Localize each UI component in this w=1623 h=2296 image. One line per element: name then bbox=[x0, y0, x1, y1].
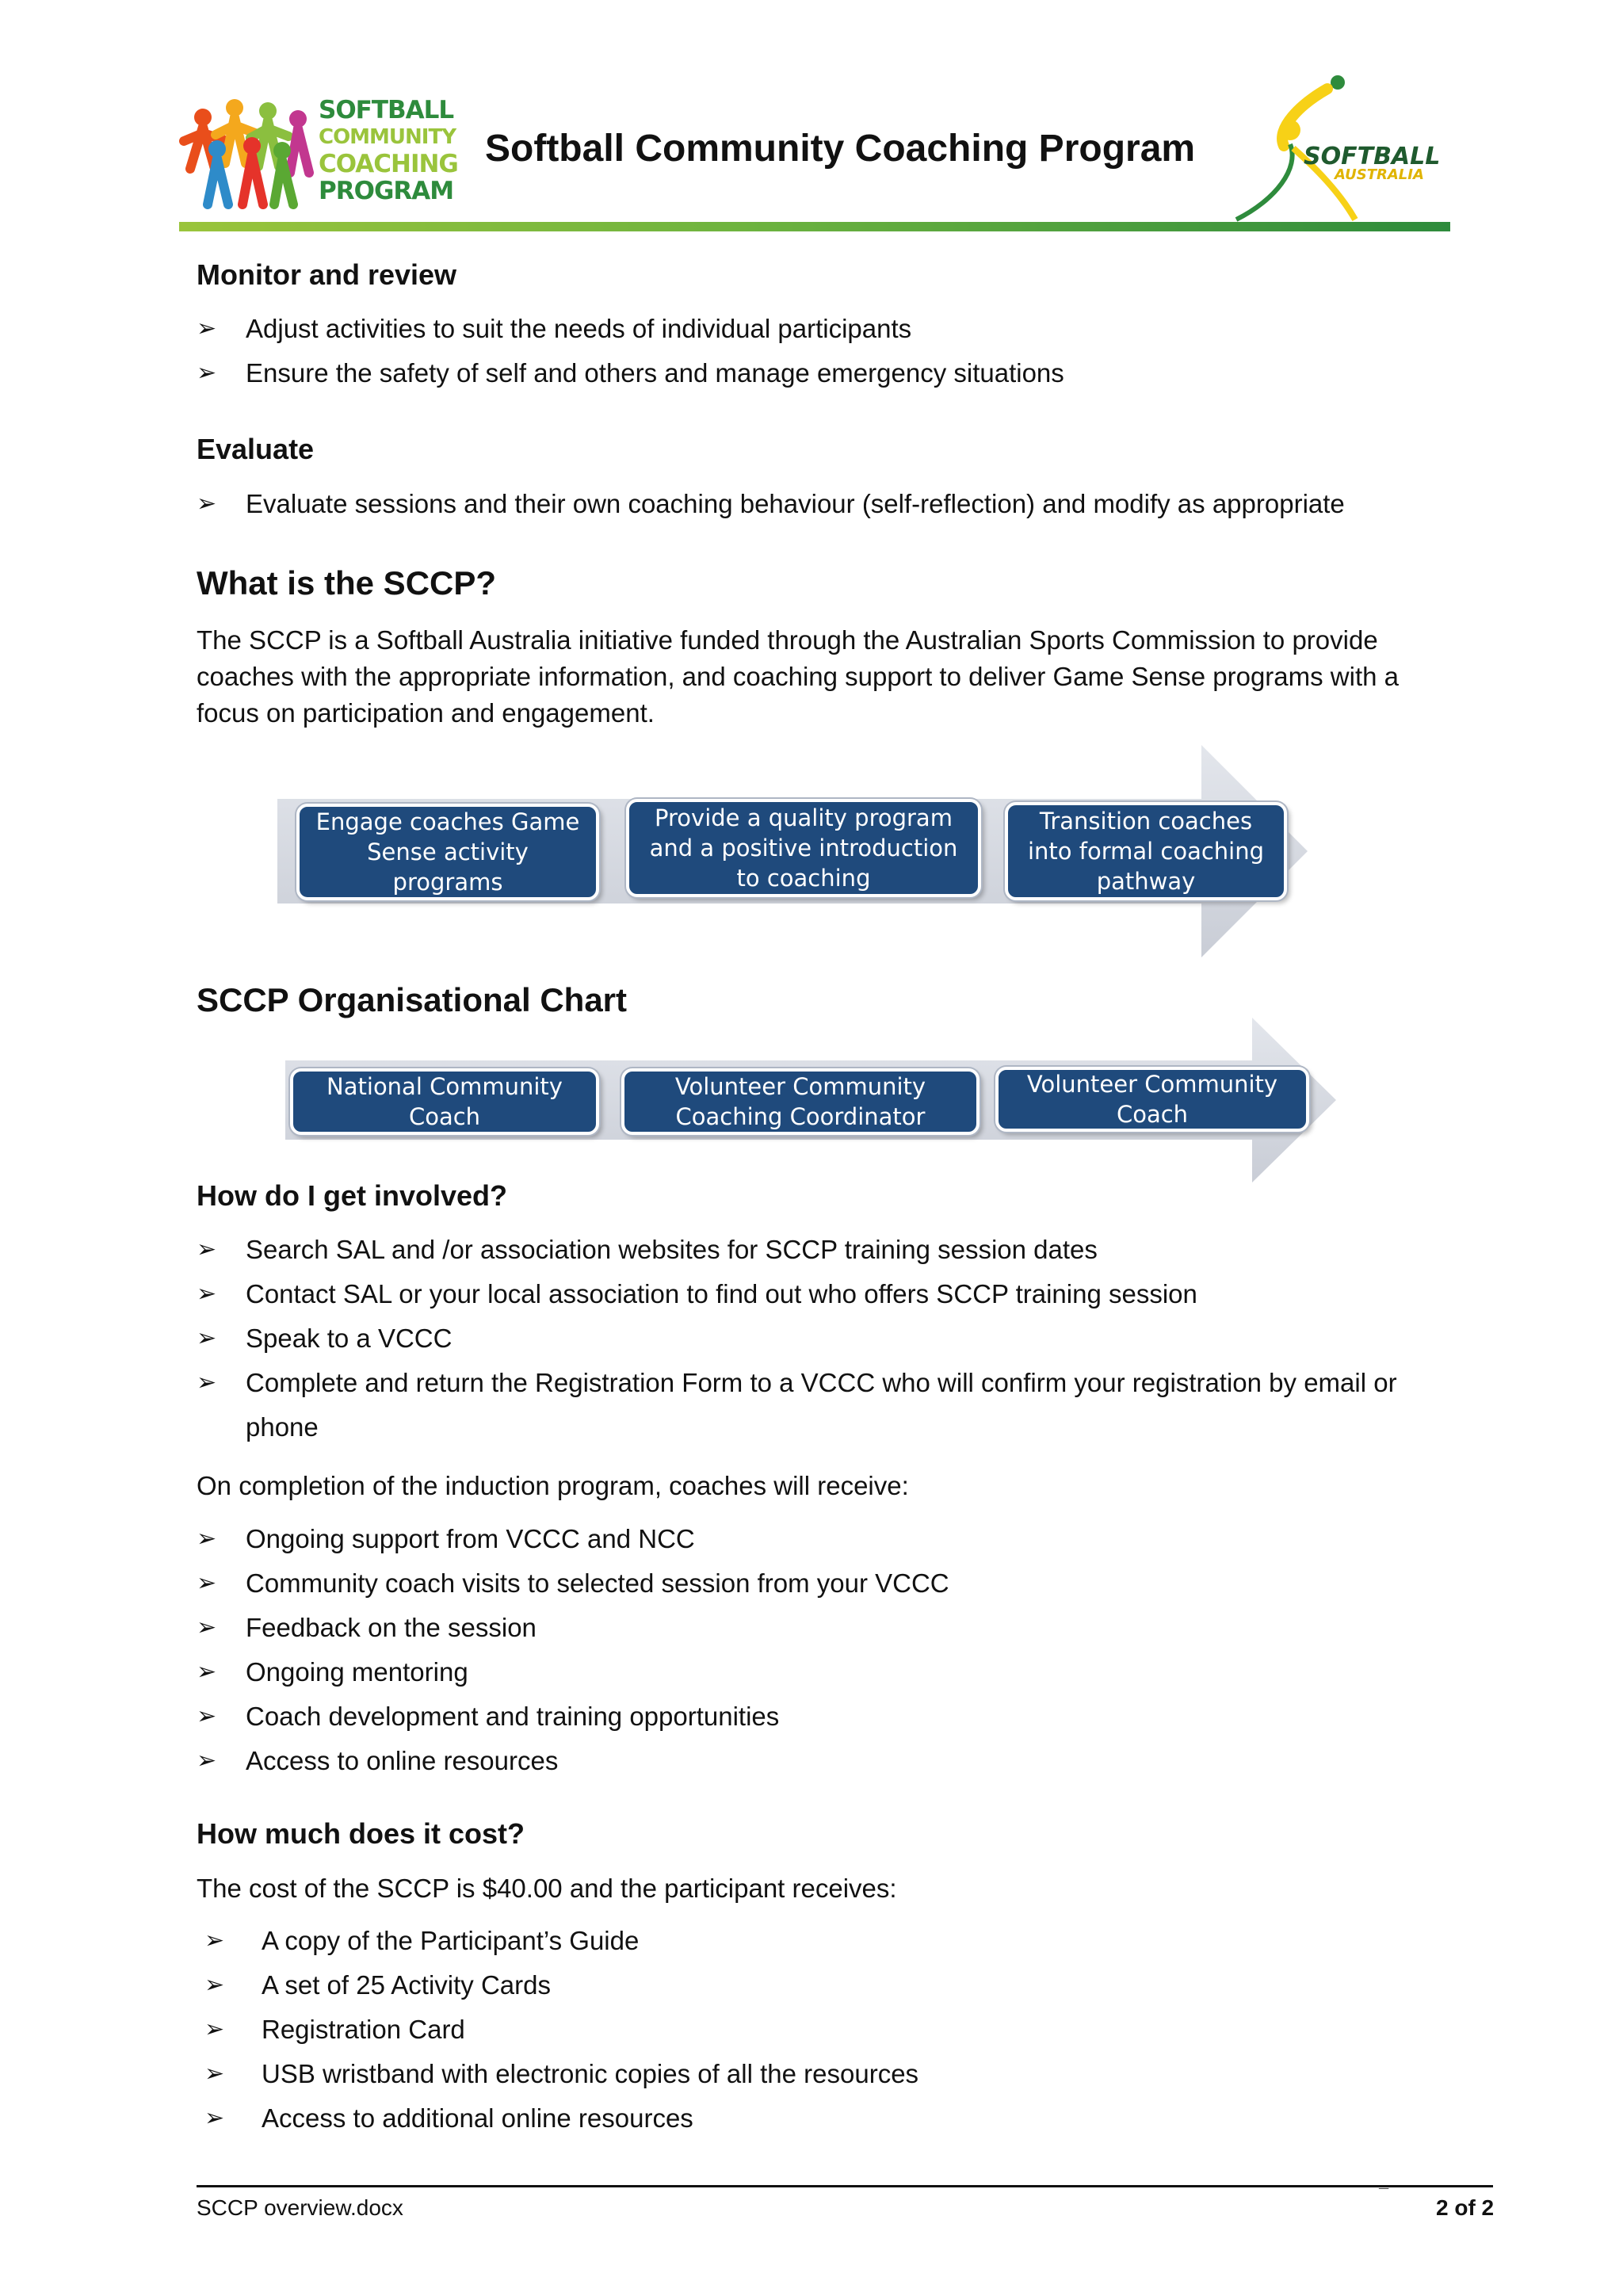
arrow-bullet-icon: ➢ bbox=[197, 360, 217, 386]
evaluate-heading: Evaluate bbox=[197, 433, 315, 465]
list-item: ➢ Ongoing mentoring bbox=[197, 1650, 1465, 1694]
evaluate-list bbox=[197, 482, 1465, 526]
list-item: ➢ A copy of the Participant’s Guide bbox=[204, 1919, 1472, 1963]
softball-australia-logo bbox=[1228, 73, 1442, 223]
monitor-heading: Monitor and review bbox=[197, 258, 457, 291]
flow-step-transition: Transition coaches into formal coaching pathway bbox=[1005, 802, 1287, 900]
arrow-bullet-icon: ➢ bbox=[197, 1370, 217, 1396]
logo-word-australia: AUSTRALIA bbox=[1335, 166, 1424, 183]
list-item: ➢ Ongoing support from VCCC and NCC bbox=[197, 1517, 1465, 1561]
logo-word-softball: SOFTBALL bbox=[319, 96, 454, 124]
what-paragraph: The SCCP is a Softball Australia initiative funded through the Australian Sports Commission to provide coaches with the appropriate information, and coaching support to deliver Game Sense programs with a focus on participation and engagement. bbox=[197, 625, 1400, 728]
arrow-bullet-icon: ➢ bbox=[197, 1659, 217, 1685]
what-heading: What is the SCCP? bbox=[197, 564, 497, 602]
org-role-vccc: Volunteer Community Coaching Coordinator bbox=[621, 1068, 980, 1135]
arrow-bullet-icon: ➢ bbox=[197, 1325, 217, 1351]
cost-intro: The cost of the SCCP is $40.00 and the participant receives: bbox=[197, 1874, 897, 1903]
involved-list bbox=[197, 1228, 1465, 1450]
cost-heading: How much does it cost? bbox=[197, 1817, 525, 1850]
org-role-vcc: Volunteer Community Coach bbox=[995, 1067, 1309, 1132]
list-item: ➢ Contact SAL or your local association to find out who offers SCCP training session bbox=[197, 1272, 1465, 1316]
list-item: ➢ Access to additional online resources bbox=[204, 2096, 1472, 2141]
list-item: ➢ USB wristband with electronic copies of all the resources bbox=[204, 2052, 1472, 2096]
arrow-bullet-icon: ➢ bbox=[197, 1614, 217, 1641]
org-role-ncc: National Community Coach bbox=[290, 1068, 599, 1135]
people-figures-icon bbox=[179, 94, 318, 212]
benefits-list bbox=[197, 1517, 1465, 1783]
arrow-bullet-icon: ➢ bbox=[197, 1748, 217, 1774]
arrow-bullet-icon: ➢ bbox=[197, 1703, 217, 1729]
involved-heading: How do I get involved? bbox=[197, 1179, 508, 1212]
arrow-bullet-icon: ➢ bbox=[197, 491, 217, 517]
list-item: ➢ Community coach visits to selected session from your VCCC bbox=[197, 1561, 1465, 1606]
arrow-bullet-icon: ➢ bbox=[197, 1281, 217, 1307]
list-item: ➢ Registration Card bbox=[204, 2008, 1472, 2052]
cost-items-list bbox=[204, 1919, 1472, 2141]
list-item: ➢ A set of 25 Activity Cards bbox=[204, 1963, 1472, 2008]
list-item: ➢ Feedback on the session bbox=[197, 1606, 1465, 1650]
footer-page-number: 2 of 2 bbox=[1436, 2195, 1495, 2220]
arrow-bullet-icon: ➢ bbox=[204, 2105, 225, 2131]
monitor-list bbox=[197, 307, 1465, 395]
logo-word-coaching: COACHING bbox=[319, 150, 458, 178]
arrow-bullet-icon: ➢ bbox=[204, 1972, 225, 1998]
list-item: ➢ Coach development and training opportunities bbox=[197, 1694, 1465, 1739]
list-item: ➢ Speak to a VCCC bbox=[197, 1316, 1465, 1361]
list-item: ➢ Adjust activities to suit the needs of individual participants bbox=[197, 307, 1465, 351]
logo-word-community: COMMUNITY bbox=[319, 125, 456, 149]
list-item: ➢ Evaluate sessions and their own coaching behaviour (self-reflection) and modify as appropriate bbox=[197, 482, 1465, 526]
list-item: ➢ Complete and return the Registration Form to a VCCC who will confirm your registration by email or phone bbox=[197, 1361, 1465, 1450]
footer-divider bbox=[197, 2185, 1493, 2187]
arrow-bullet-icon: ➢ bbox=[197, 1236, 217, 1263]
logo-word-softball-au: SOFTBALL bbox=[1304, 143, 1441, 170]
logo-word-program: PROGRAM bbox=[319, 177, 454, 205]
arrow-bullet-icon: ➢ bbox=[204, 1927, 225, 1954]
list-item: ➢ Search SAL and /or association websites for SCCP training session dates bbox=[197, 1228, 1465, 1272]
list-item: ➢ Ensure the safety of self and others and manage emergency situations bbox=[197, 351, 1465, 395]
header-divider bbox=[179, 222, 1450, 231]
footer-mark: ¯ bbox=[1379, 2186, 1389, 2206]
arrow-bullet-icon: ➢ bbox=[204, 2061, 225, 2087]
footer-filename: SCCP overview.docx bbox=[197, 2195, 403, 2220]
page-title: Softball Community Coaching Program bbox=[485, 128, 1196, 170]
arrow-bullet-icon: ➢ bbox=[204, 2016, 225, 2042]
arrow-bullet-icon: ➢ bbox=[197, 1526, 217, 1552]
flow-step-provide: Provide a quality program and a positive introduction to coaching bbox=[626, 799, 981, 897]
list-item: ➢ Access to online resources bbox=[197, 1739, 1465, 1783]
arrow-bullet-icon: ➢ bbox=[197, 1570, 217, 1596]
arrow-bullet-icon: ➢ bbox=[197, 315, 217, 342]
completion-text: On completion of the induction program, coaches will receive: bbox=[197, 1471, 909, 1500]
flow-step-engage: Engage coaches Game Sense activity programs bbox=[296, 804, 599, 900]
sccp-logo bbox=[179, 94, 458, 212]
org-chart-heading: SCCP Organisational Chart bbox=[197, 981, 628, 1018]
